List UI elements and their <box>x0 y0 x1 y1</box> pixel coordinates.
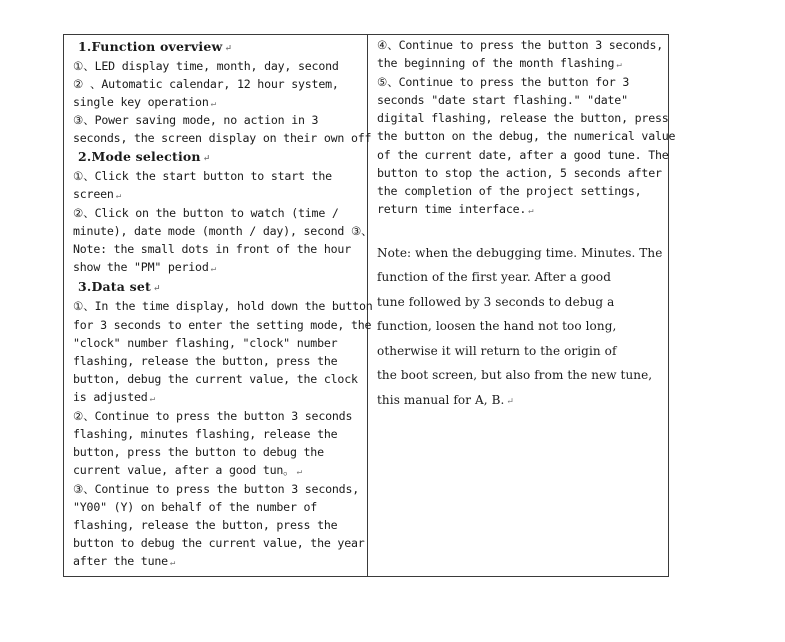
text-line: button to debug the current value, the year <box>73 536 365 550</box>
note-line: tune followed by 3 seconds to debug a <box>377 295 615 309</box>
text-line: the button on the debug, the numerical value <box>377 129 676 143</box>
text-line: seconds, the screen display on their own off <box>73 131 372 145</box>
text-line: after the tune ↵ <box>73 554 176 568</box>
text-line: flashing, release the button, press the <box>73 518 338 532</box>
heading-mode-selection: 2.Mode selection ↵ <box>78 149 211 164</box>
text-line: single key operation ↵ <box>73 95 216 109</box>
note-line: otherwise it will return to the origin of <box>377 344 617 358</box>
text-line: for 3 seconds to enter the setting mode, the <box>73 318 372 332</box>
text-line: ②、Continue to press the button 3 seconds <box>73 409 353 423</box>
note-line: the boot screen, but also from the new tune, <box>377 368 653 382</box>
text-line: ①、LED display time, month, day, second <box>73 59 339 73</box>
text-line: screen ↵ <box>73 187 121 201</box>
text-line: the beginning of the month flashing ↵ <box>377 56 622 70</box>
heading-data-set: 3.Data set ↵ <box>78 279 161 294</box>
left-column <box>64 35 373 576</box>
text-line: digital flashing, release the button, press <box>377 111 669 125</box>
text-line: flashing, minutes flashing, release the <box>73 427 338 441</box>
note-line: function of the first year. After a good <box>377 270 612 284</box>
text-line: ①、In the time display, hold down the button <box>73 299 373 313</box>
text-line: ③、Continue to press the button 3 seconds, <box>73 482 360 496</box>
instruction-table <box>63 34 676 577</box>
text-line: "clock" number flashing, "clock" number <box>73 336 338 350</box>
note-line: Note: when the debugging time. Minutes. The <box>377 246 663 260</box>
note-line: this manual for A, B. ↵ <box>377 393 515 407</box>
text-line: button, press the button to debug the <box>73 445 324 459</box>
text-line: minute), date mode (month / day), second ③、 <box>73 224 373 238</box>
text-line: seconds "date start flashing." "date" <box>377 93 628 107</box>
text-line: "Y00" (Y) on behalf of the number of <box>73 500 318 514</box>
text-line: ② 、Automatic calendar, 12 hour system, <box>73 77 339 91</box>
text-line: ③、Power saving mode, no action in 3 <box>73 113 319 127</box>
note-line: function, loosen the hand not too long, <box>377 319 617 333</box>
text-line: return time interface. ↵ <box>377 202 534 216</box>
text-line: flashing, release the button, press the <box>73 354 338 368</box>
right-column <box>368 35 676 576</box>
text-line: of the current date, after a good tune. The <box>377 148 669 162</box>
text-line: ②、Click on the button to watch (time / <box>73 206 339 220</box>
text-line: ④、Continue to press the button 3 seconds, <box>377 38 664 52</box>
text-line: ①、Click the start button to start the <box>73 169 332 183</box>
text-line: current value, after a good tun。 ↵ <box>73 463 302 477</box>
text-line: is adjusted ↵ <box>73 390 155 404</box>
text-line: Note: the small dots in front of the hour <box>73 242 351 256</box>
text-line: button, debug the current value, the clock <box>73 372 358 386</box>
text-line: the completion of the project settings, <box>377 184 642 198</box>
heading-function-overview: 1.Function overview ↵ <box>78 39 233 54</box>
text-line: show the "PM" period ↵ <box>73 260 216 274</box>
text-line: button to stop the action, 5 seconds after <box>377 166 662 180</box>
text-line: ⑤、Continue to press the button for 3 <box>377 75 630 89</box>
